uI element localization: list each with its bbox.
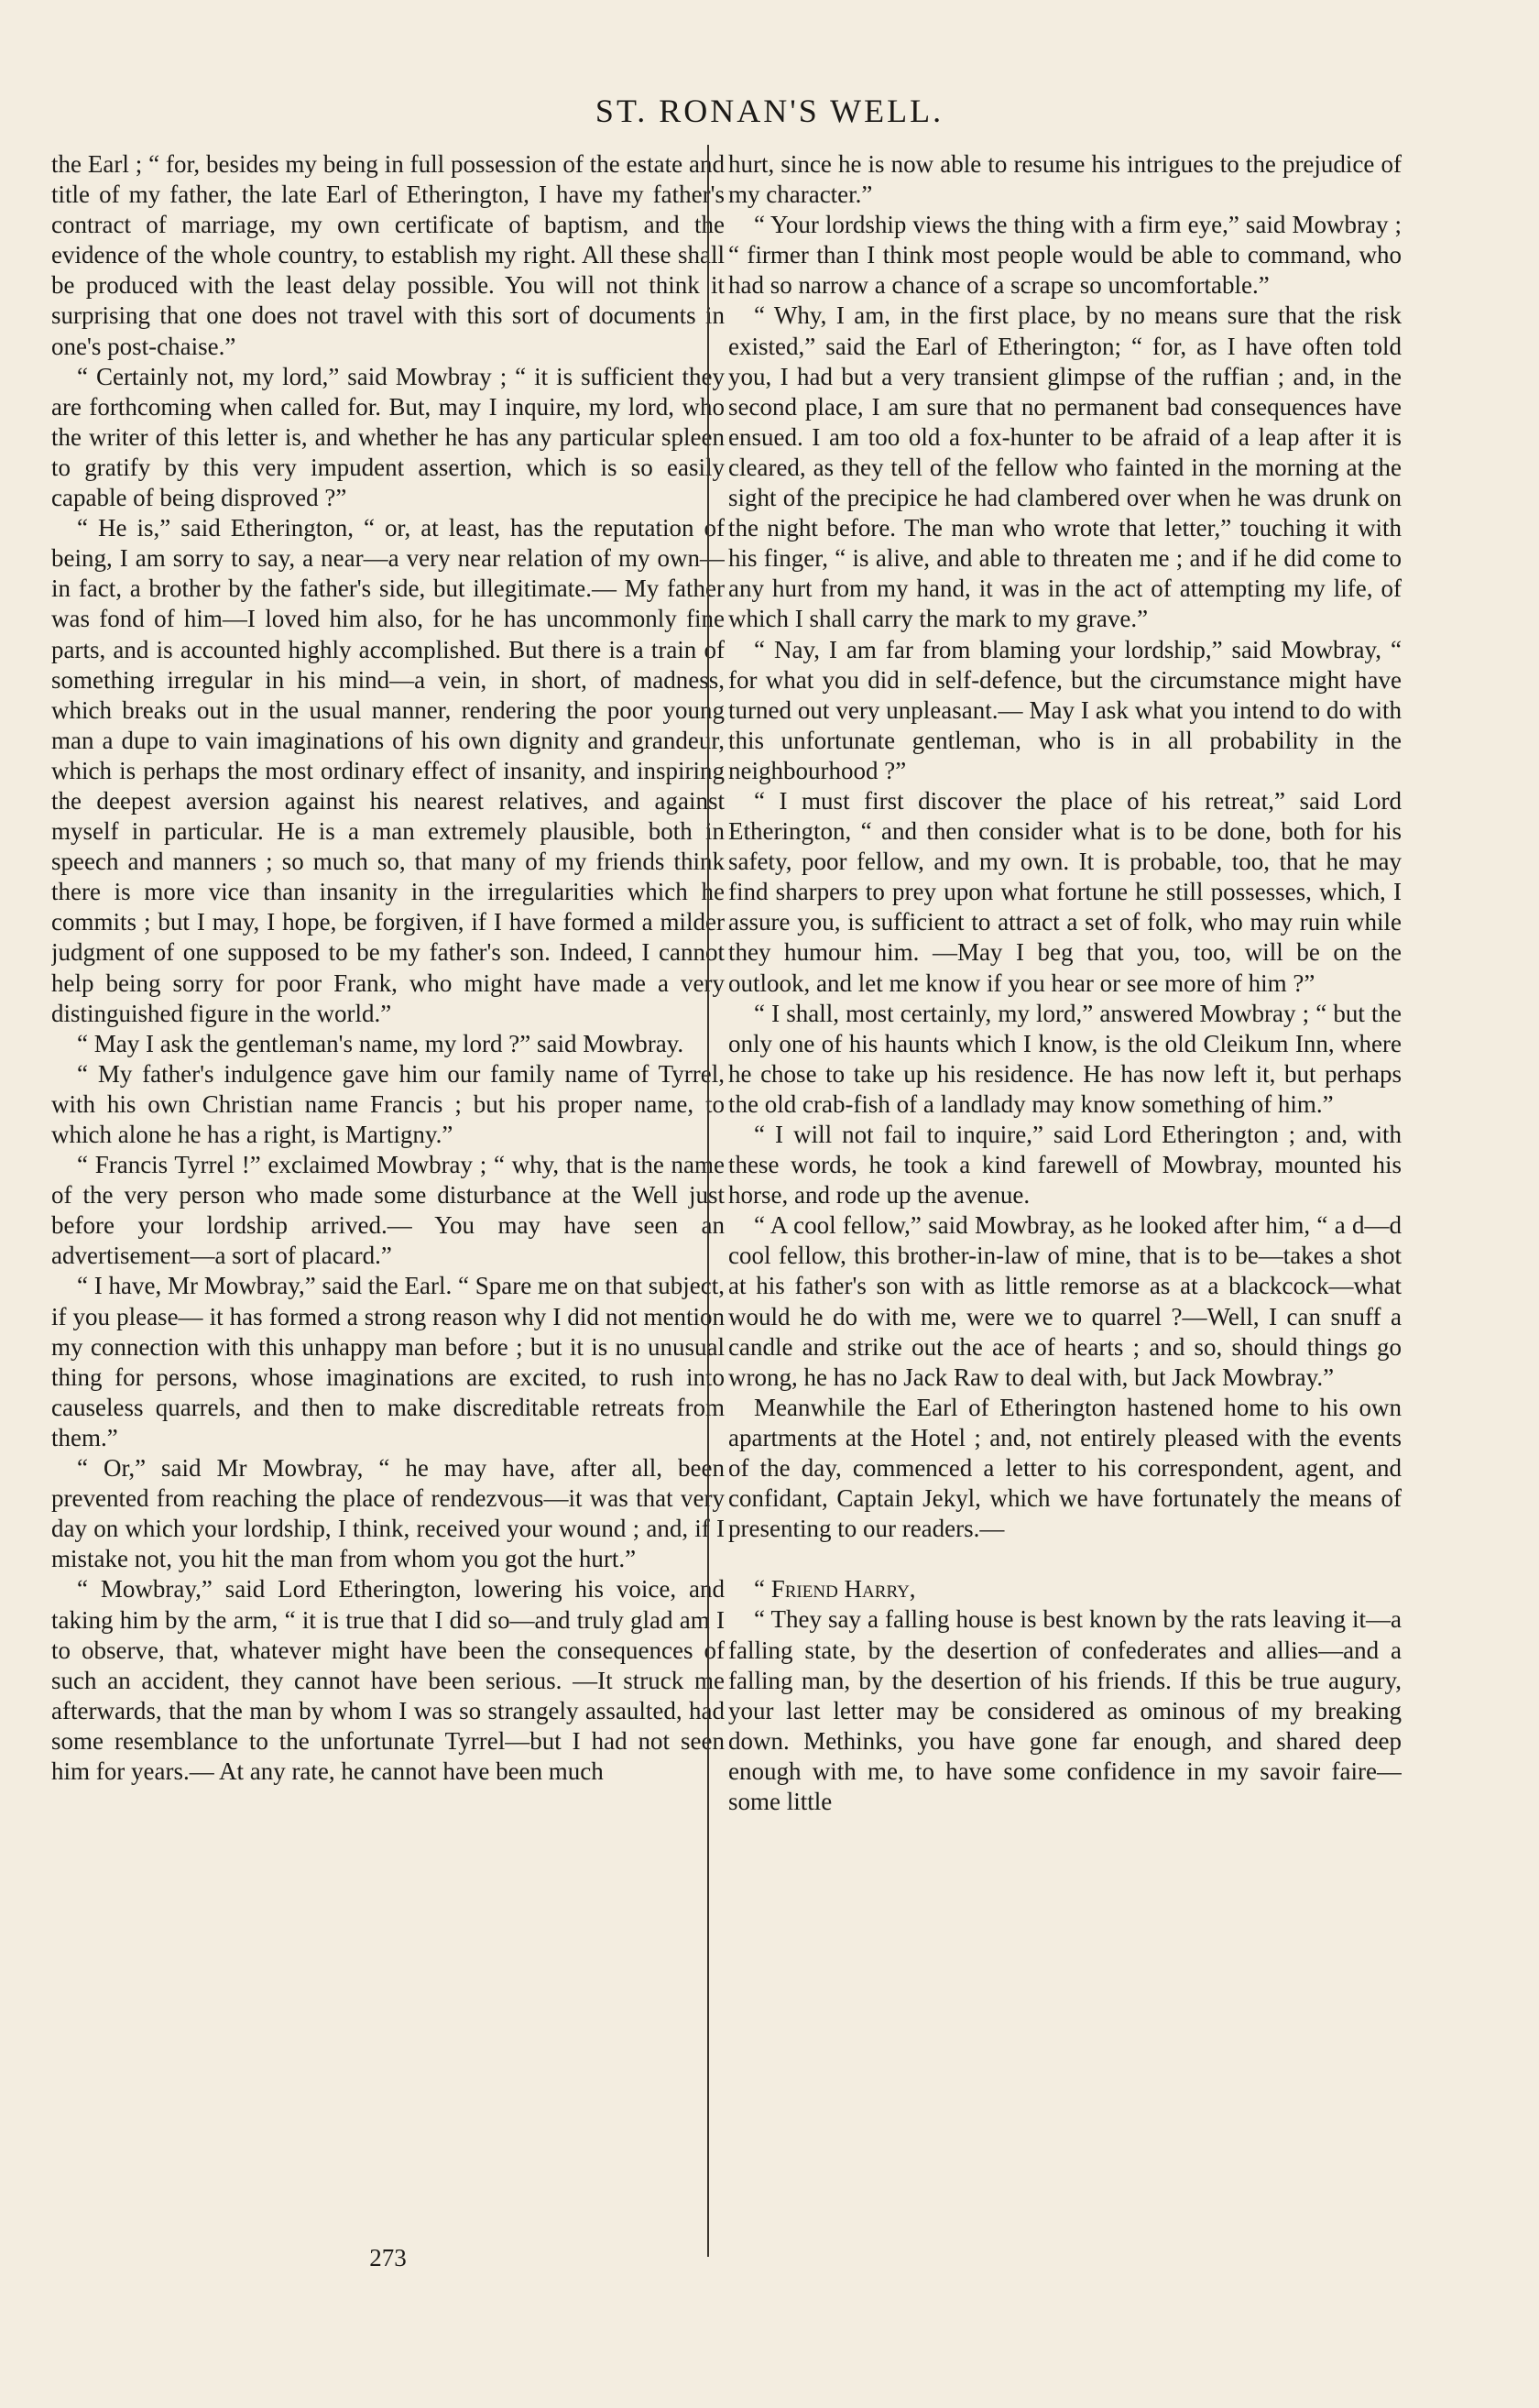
- paragraph: “ Why, I am, in the first place, by no means sure that the risk existed,” said the Earl of Etherington; “ for, as I have often told you, I had but a very transient glimpse of the ruffian ; and, in the second place, I am sure that no permanent bad consequences have ensued. I am too old a fox-hunter to be afraid of a leap after it is cleared, as they tell of the fellow who fainted in the morning at the sight of the precipice he had clambered over when he was drunk on the night before. The man who wrote that letter,” touching it with his finger, “ is alive, and able to threaten me ; and if he did come to any hurt from my hand, it was in the act of attempting my life, of which I shall carry the mark to my grave.”: [728, 301, 1402, 633]
- paragraph: “ A cool fellow,” said Mowbray, as he looked after him, “ a d—d cool fellow, this brother-in-law of mine, that is to be—takes a shot at his father's son with as little remorse as at a blackcock—what would he do with me, were we to quarrel ?—Well, I can snuff a candle and strike out the ace of hearts ; and so, should things go wrong, he has no Jack Raw to deal with, but Jack Mowbray.”: [728, 1211, 1402, 1391]
- running-title: ST. RONAN'S WELL.: [595, 93, 944, 129]
- paragraph: the Earl ; “ for, besides my being in full possession of the estate and title of my father, the late Earl of Etherington, I have my father's contract of marriage, my own certificate of baptism, and the evidence of the whole country, to establish my right. All these shall be produced with the least delay possible. You will not think it surprising that one does not travel with this sort of documents in one's post-chaise.”: [51, 150, 725, 360]
- paragraph: “ Mowbray,” said Lord Etherington, lowering his voice, and taking him by the arm, “ it is true that I did so—and truly glad am I to observe, that, whatever might have been the consequences of such an accident, they cannot have been serious. —It struck me afterwards, that the man by whom I was so strangely assaulted, had some resemblance to the unfortunate Tyrrel—but I had not seen him for years.— At any rate, he cannot have been much: [51, 1575, 725, 1785]
- letter-salutation: “ Friend Harry,: [754, 1575, 916, 1604]
- paragraph: “ I shall, most certainly, my lord,” answered Mowbray ; “ but the only one of his haunts which I know, is the old Cleikum Inn, where he chose to take up his residence. He has now left it, but perhaps the old crab-fish of a landlady may know something of him.”: [728, 999, 1402, 1118]
- letter-paragraph: “ They say a falling house is best known by the rats leaving it—a falling state, by the desertion of confederates and allies—and a falling man, by the desertion of his friends. If this be true augury, your last letter may be considered as ominous of my breaking down. Methinks, you have gone far enough, and shared deep enough with me, to have some confidence in my savoir faire—some little: [728, 1605, 1402, 1815]
- paragraph: “ My father's indulgence gave him our family name of Tyrrel, with his own Christian name Francis ; but his proper name, to which alone he has a right, is Martigny.”: [51, 1059, 725, 1148]
- paragraph: “ Certainly not, my lord,” said Mowbray ; “ it is sufficient they are forthcoming when called for. But, may I inquire, my lord, who the writer of this letter is, and whether he has any particular spleen to gratify by this very impudent assertion, which is so easily capable of being disproved ?”: [51, 362, 725, 512]
- paragraph: “ May I ask the gentleman's name, my lord ?” said Mowbray.: [77, 1029, 684, 1057]
- page-number: 273: [369, 2244, 407, 2271]
- paragraph: “ Your lordship views the thing with a firm eye,” said Mowbray ; “ firmer than I think most people would be able to command, who had so narrow a chance of a scrape so uncomfortable.”: [728, 211, 1402, 300]
- paragraph: “ He is,” said Etherington, “ or, at least, has the reputation of being, I am sorry to say, a near—a very near relation of my own—in fact, a brother by the father's side, but illegitimate.— My father was fond of him—I loved him also, for he has uncommonly fine parts, and is accounted highly accomplished. But there is a train of something irregular in his mind—a vein, in short, of madness, which breaks out in the usual manner, rendering the poor young man a dupe to vain imaginations of his own dignity and grandeur, which is perhaps the most ordinary effect of insanity, and inspiring the deepest aversion against his nearest relatives, and against myself in particular. He is a man extremely plausible, both in speech and manners ; so much so, that many of my friends think there is more vice than insanity in the irregularities which he commits ; but I may, I hope, be forgiven, if I have formed a milder judgment of one supposed to be my father's son. Indeed, I cannot help being sorry for poor Frank, who might have made a very distinguished figure in the world.”: [51, 514, 725, 1027]
- paragraph: “ Nay, I am far from blaming your lordship,” said Mowbray, “ for what you did in self-defence, but the circumstance might have turned out very unpleasant.— May I ask what you intend to do with this unfortunate gentleman, who is in all probability in the neighbourhood ?”: [728, 635, 1402, 784]
- paragraph: “ I have, Mr Mowbray,” said the Earl. “ Spare me on that subject, if you please— it has formed a strong reason why I did not mention my connection with this unhappy man before ; but it is no unusual thing for persons, whose imaginations are excited, to rush into causeless quarrels, and then to make discreditable retreats from them.”: [51, 1272, 725, 1451]
- right-column: [728, 149, 1402, 2248]
- paragraph: “ Or,” said Mr Mowbray, “ he may have, after all, been prevented from reaching the place of rendezvous—it was that very day on which your lordship, I think, received your wound ; and, if I mistake not, you hit the man from whom you got the hurt.”: [51, 1454, 725, 1573]
- left-column: [51, 149, 725, 2248]
- paragraph: “ I will not fail to inquire,” said Lord Etherington ; and, with these words, he took a kind farewell of Mowbray, mounted his horse, and rode up the avenue.: [728, 1121, 1402, 1209]
- paragraph: “ Francis Tyrrel !” exclaimed Mowbray ; “ why, that is the name of the very person who made some disturbance at the Well just before your lordship arrived.— You may have seen an advertisement—a sort of placard.”: [51, 1151, 725, 1270]
- paragraph: “ I must first discover the place of his retreat,” said Lord Etherington, “ and then consider what is to be done, both for his safety, poor fellow, and my own. It is probable, too, that he may find sharpers to prey upon what fortune he still possesses, which, I assure you, is sufficient to attract a set of folk, who may ruin while they humour him. —May I beg that you, too, will be on the outlook, and let me know if you hear or see more of him ?”: [728, 786, 1402, 997]
- column-divider: [707, 145, 709, 2257]
- paragraph: Meanwhile the Earl of Etherington hastened home to his own apartments at the Hotel ; and, not entirely pleased with the events of the day, commenced a letter to his correspondent, agent, and confidant, Captain Jekyl, which we have fortunately the means of presenting to our readers.—: [728, 1393, 1402, 1543]
- paragraph: hurt, since he is now able to resume his intrigues to the prejudice of my character.”: [728, 150, 1402, 209]
